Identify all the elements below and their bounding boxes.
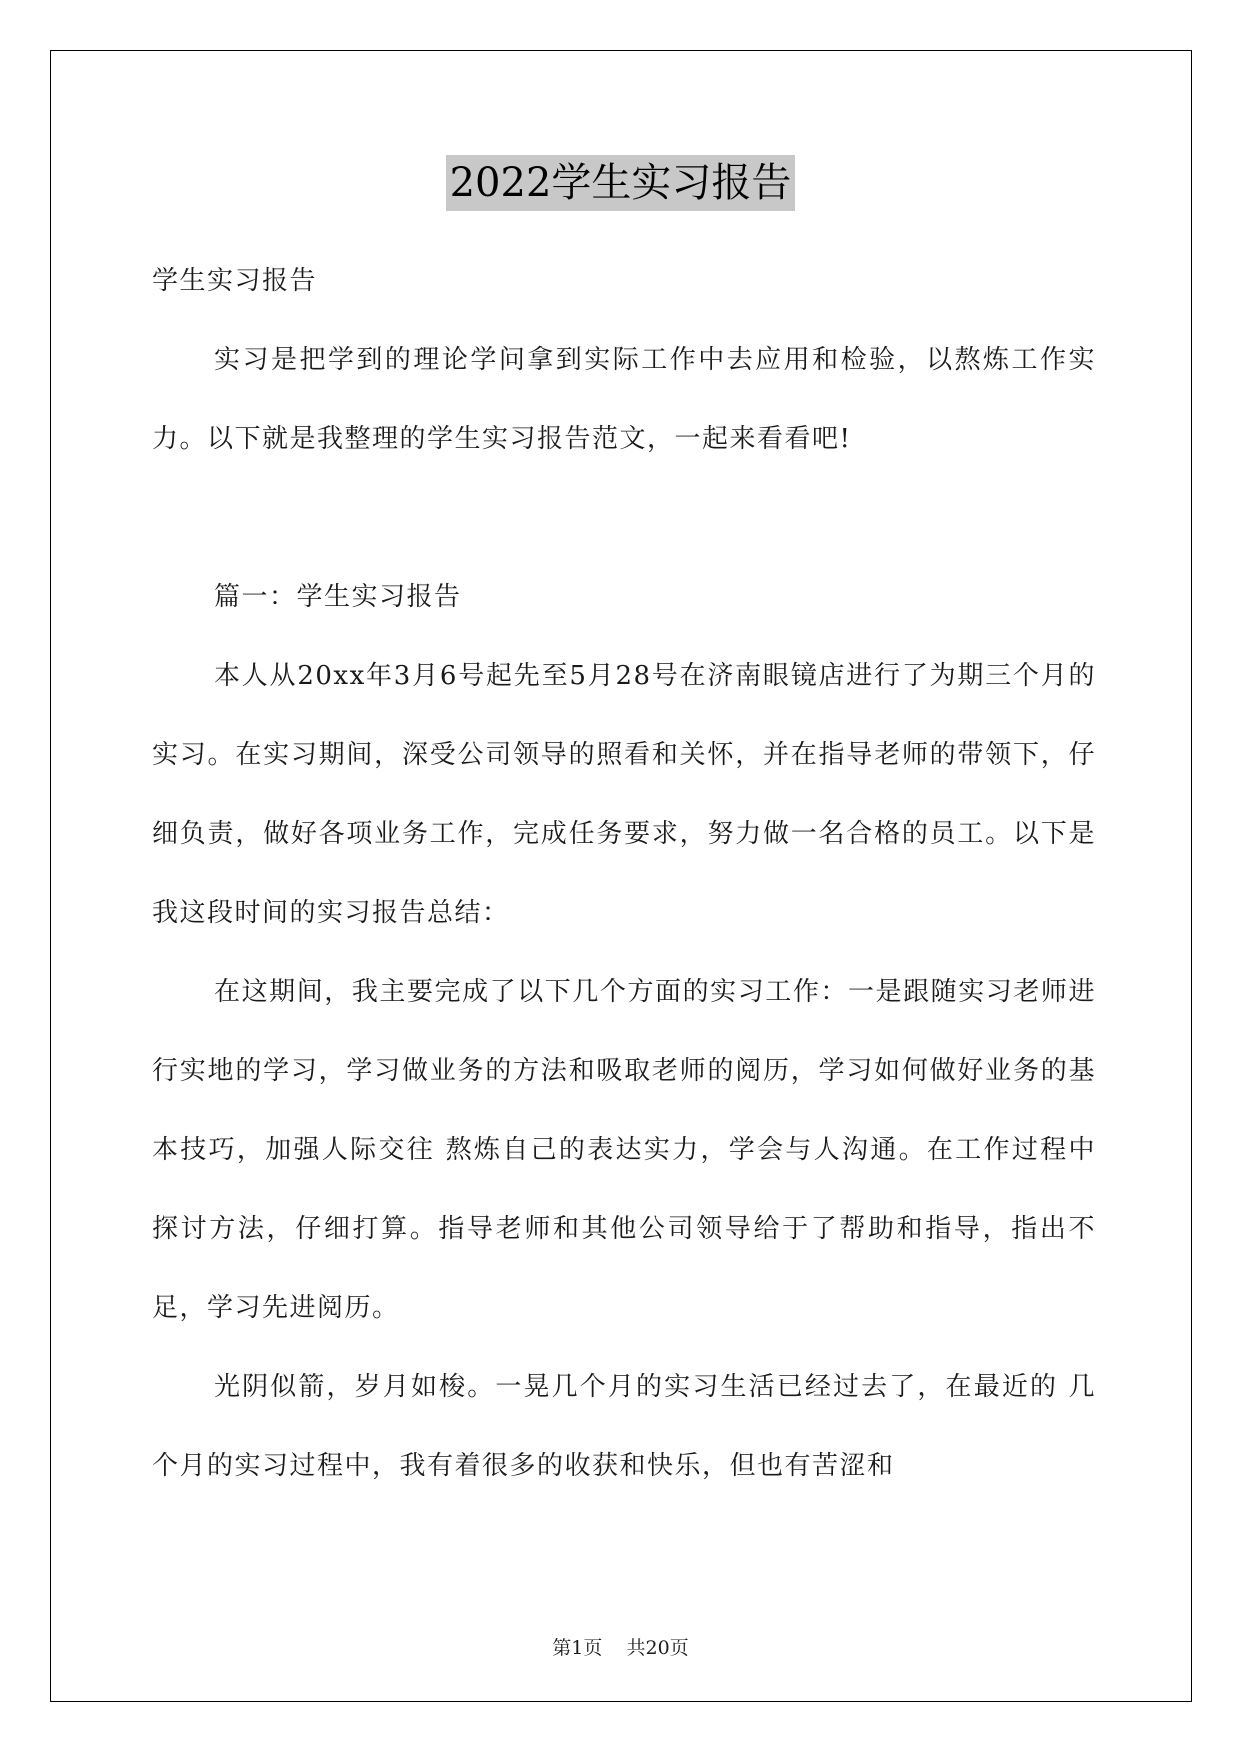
body-paragraph-1: 本人从20xx年3月6号起先至5月28号在济南眼镜店进行了为期三个月的实习。在实习期间，深受公司领导的照看和关怀，并在指导老师的带领下，仔细负责，做好各项业务工作，完成任务要求，努力做一名合格的员工。以下是我这段时间的实习报告总结：	[152, 661, 1096, 928]
title-container	[0, 155, 1241, 211]
page-footer	[0, 1633, 1241, 1660]
body-paragraph-2: 在这期间，我主要完成了以下几个方面的实习工作：一是跟随实习老师进行实地的学习，学习做业务的方法和吸取老师的阅历，学习如何做好业务的基本技巧，加强人际交往 熬炼自己的表达实力，学会与人沟通。在工作过程中探讨方法，仔细打算。指导老师和其他公司领导给于了帮助和指导，指出不足，学习先进阅历。	[152, 977, 1096, 1323]
section-heading: 篇一：学生实习报告	[214, 582, 462, 612]
subtitle-paragraph: 学生实习报告	[152, 266, 318, 296]
page-number-label: 第1页 共20页	[552, 1637, 689, 1659]
document-body	[152, 242, 1096, 1506]
intro-paragraph: 实习是把学到的理论学问拿到实际工作中去应用和检验，以熬炼工作实力。以下就是我整理的学生实习报告范文，一起来看看吧!	[152, 345, 1096, 454]
blank-line	[152, 479, 1096, 558]
body-paragraph-3: 光阴似箭，岁月如梭。一晃几个月的实习生活已经过去了，在最近的 几个月的实习过程中，我有着很多的收获和快乐，但也有苦涩和	[152, 1372, 1096, 1481]
document-title: 2022学生实习报告	[446, 155, 796, 211]
